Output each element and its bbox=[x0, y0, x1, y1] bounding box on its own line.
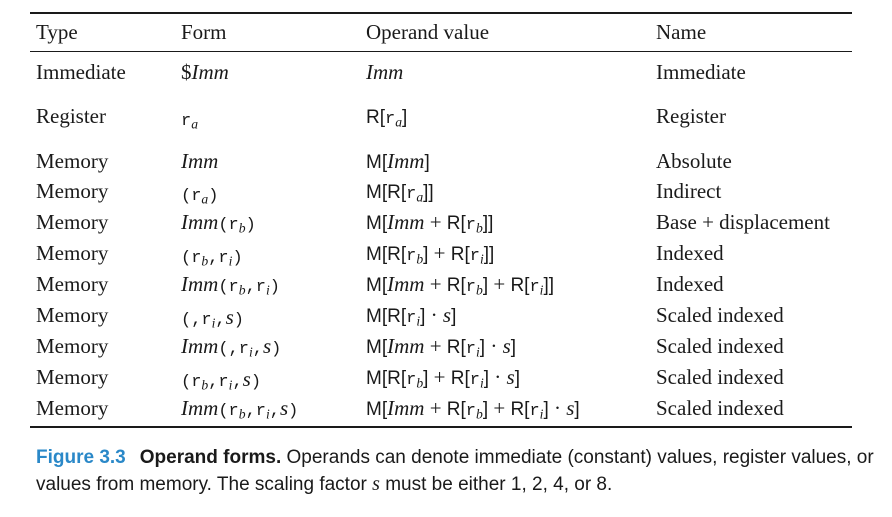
row-operand-value: $M[R[r_a]]$ bbox=[366, 182, 434, 205]
row-operand-value: $M[Imm + R[r_b] + R[r_i] \cdot s]$ bbox=[366, 396, 580, 422]
row-type: Memory bbox=[36, 210, 109, 234]
row-name: Scaled indexed bbox=[656, 396, 784, 420]
row-operand-value: $M[Imm + R[r_i] \cdot s]$ bbox=[366, 334, 517, 360]
caption-variable: s bbox=[372, 473, 380, 495]
row-form: Imm bbox=[181, 149, 219, 173]
row-name: Immediate bbox=[656, 60, 746, 84]
caption-title: Operand forms. bbox=[139, 447, 282, 468]
row-name: Scaled indexed bbox=[656, 334, 784, 358]
table-bottom-rule bbox=[30, 426, 852, 428]
row-name: Scaled indexed bbox=[656, 365, 784, 389]
row-operand-value: $M[R[r_b] + R[r_i] \cdot s]$ bbox=[366, 365, 521, 391]
row-name: Register bbox=[656, 104, 726, 128]
row-type: Register bbox=[36, 104, 106, 128]
row-operand-value: $R[r_a]$ bbox=[366, 107, 408, 130]
table-top-rule bbox=[30, 12, 852, 14]
row-form: $r_a$ bbox=[181, 112, 199, 132]
row-name: Indexed bbox=[656, 272, 724, 296]
row-name: Scaled indexed bbox=[656, 303, 784, 327]
row-type: Memory bbox=[36, 241, 109, 265]
row-name: Base + displacement bbox=[656, 210, 830, 234]
row-operand-value: $M[Imm + R[r_b]]$ bbox=[366, 210, 494, 236]
row-type: Memory bbox=[36, 365, 109, 389]
row-type: Memory bbox=[36, 272, 109, 296]
row-type: Immediate bbox=[36, 60, 126, 84]
row-operand-value: M[Imm] bbox=[366, 149, 430, 173]
row-operand-value: $M[R[r_i] \cdot s]$ bbox=[366, 303, 457, 329]
row-name: Absolute bbox=[656, 149, 732, 173]
row-form: $Imm(r_b,r_i)$ bbox=[181, 272, 280, 298]
row-type: Memory bbox=[36, 179, 109, 203]
row-operand-value: $M[Imm + R[r_b] + R[r_i]]$ bbox=[366, 272, 554, 298]
row-operand-value: $M[R[r_b] + R[r_i]]$ bbox=[366, 241, 495, 267]
figure-caption bbox=[36, 445, 876, 498]
row-form: $(,r_i,s)$ bbox=[181, 305, 244, 331]
row-name: Indirect bbox=[656, 179, 722, 203]
row-operand-value: Imm bbox=[366, 60, 404, 84]
row-form: $(r_b,r_i,s)$ bbox=[181, 367, 262, 393]
row-form: $Imm(,r_i,s)$ bbox=[181, 334, 282, 360]
row-form: $(r_a)$ bbox=[181, 187, 219, 207]
header-name: Name bbox=[656, 20, 707, 44]
table-header-rule bbox=[30, 51, 852, 52]
header-type: Type bbox=[36, 20, 78, 44]
row-form: $Imm bbox=[181, 60, 229, 84]
row-type: Memory bbox=[36, 396, 109, 420]
row-type: Memory bbox=[36, 303, 109, 327]
caption-text: Operands can denote immediate (constant) values, register values, or values from memory. The scaling factor bbox=[36, 447, 874, 495]
caption-text-end: must be either 1, 2, 4, or 8. bbox=[379, 474, 613, 495]
header-operand-value: Operand value bbox=[366, 20, 490, 44]
row-form: $Imm(r_b,r_i,s)$ bbox=[181, 396, 299, 422]
row-type: Memory bbox=[36, 149, 109, 173]
header-form: Form bbox=[181, 20, 227, 44]
row-form: $(r_b,r_i)$ bbox=[181, 249, 243, 269]
figure-label: Figure 3.3 bbox=[36, 447, 126, 468]
row-type: Memory bbox=[36, 334, 109, 358]
row-form: $Imm(r_b)$ bbox=[181, 210, 256, 236]
row-name: Indexed bbox=[656, 241, 724, 265]
